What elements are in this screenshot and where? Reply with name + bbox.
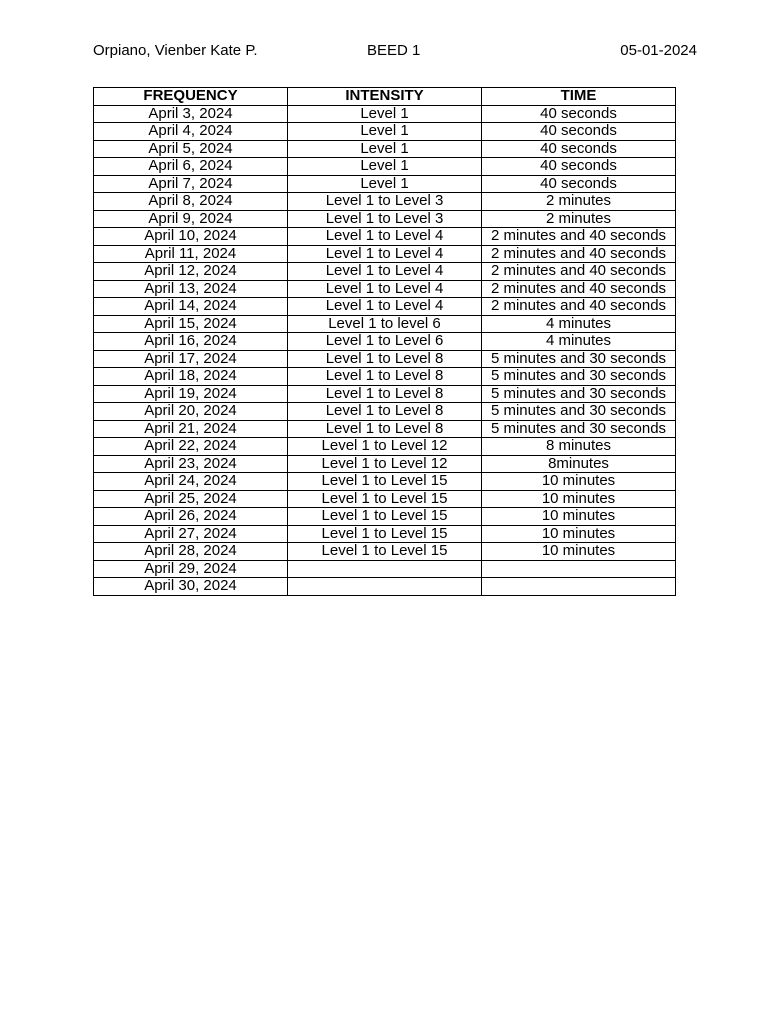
table-row bbox=[94, 263, 676, 281]
cell-intensity: Level 1 to Level 4 bbox=[288, 280, 482, 298]
exercise-log-table bbox=[93, 87, 676, 596]
cell-frequency: April 8, 2024 bbox=[94, 193, 288, 211]
cell-frequency: April 12, 2024 bbox=[94, 263, 288, 281]
cell-intensity bbox=[288, 560, 482, 578]
cell-intensity: Level 1 to Level 12 bbox=[288, 438, 482, 456]
cell-intensity: Level 1 to Level 8 bbox=[288, 420, 482, 438]
table-row bbox=[94, 420, 676, 438]
cell-intensity: Level 1 to Level 15 bbox=[288, 525, 482, 543]
table-row bbox=[94, 403, 676, 421]
column-header-time: TIME bbox=[482, 88, 676, 106]
cell-frequency: April 18, 2024 bbox=[94, 368, 288, 386]
cell-frequency: April 15, 2024 bbox=[94, 315, 288, 333]
table-row bbox=[94, 245, 676, 263]
cell-time bbox=[482, 560, 676, 578]
table-row bbox=[94, 368, 676, 386]
cell-time: 5 minutes and 30 seconds bbox=[482, 385, 676, 403]
table-row bbox=[94, 490, 676, 508]
cell-frequency: April 28, 2024 bbox=[94, 543, 288, 561]
cell-frequency: April 10, 2024 bbox=[94, 228, 288, 246]
cell-time bbox=[482, 578, 676, 596]
table-row bbox=[94, 473, 676, 491]
cell-intensity: Level 1 to Level 8 bbox=[288, 368, 482, 386]
table-row bbox=[94, 350, 676, 368]
cell-intensity: Level 1 to Level 4 bbox=[288, 228, 482, 246]
cell-intensity: Level 1 bbox=[288, 105, 482, 123]
cell-frequency: April 4, 2024 bbox=[94, 123, 288, 141]
cell-frequency: April 29, 2024 bbox=[94, 560, 288, 578]
cell-intensity: Level 1 bbox=[288, 123, 482, 141]
cell-intensity: Level 1 to Level 15 bbox=[288, 490, 482, 508]
cell-time: 2 minutes and 40 seconds bbox=[482, 245, 676, 263]
cell-frequency: April 27, 2024 bbox=[94, 525, 288, 543]
cell-frequency: April 21, 2024 bbox=[94, 420, 288, 438]
table-row bbox=[94, 175, 676, 193]
cell-intensity: Level 1 to Level 15 bbox=[288, 508, 482, 526]
cell-time: 2 minutes bbox=[482, 193, 676, 211]
cell-intensity: Level 1 to Level 3 bbox=[288, 210, 482, 228]
cell-intensity: Level 1 to Level 8 bbox=[288, 350, 482, 368]
cell-time: 10 minutes bbox=[482, 543, 676, 561]
cell-intensity: Level 1 to Level 3 bbox=[288, 193, 482, 211]
cell-intensity: Level 1 to Level 8 bbox=[288, 385, 482, 403]
column-header-intensity: INTENSITY bbox=[288, 88, 482, 106]
cell-frequency: April 17, 2024 bbox=[94, 350, 288, 368]
cell-time: 2 minutes and 40 seconds bbox=[482, 263, 676, 281]
cell-time: 5 minutes and 30 seconds bbox=[482, 350, 676, 368]
cell-intensity: Level 1 to Level 15 bbox=[288, 543, 482, 561]
document-date: 05-01-2024 bbox=[620, 42, 697, 59]
cell-time: 40 seconds bbox=[482, 123, 676, 141]
course-label: BEED 1 bbox=[367, 42, 421, 59]
cell-time: 2 minutes and 40 seconds bbox=[482, 228, 676, 246]
cell-time: 5 minutes and 30 seconds bbox=[482, 420, 676, 438]
table-row bbox=[94, 508, 676, 526]
table-row bbox=[94, 105, 676, 123]
table-row bbox=[94, 333, 676, 351]
cell-frequency: April 14, 2024 bbox=[94, 298, 288, 316]
column-header-frequency: FREQUENCY bbox=[94, 88, 288, 106]
table-row bbox=[94, 578, 676, 596]
table-row bbox=[94, 210, 676, 228]
cell-time: 40 seconds bbox=[482, 158, 676, 176]
cell-time: 4 minutes bbox=[482, 333, 676, 351]
cell-time: 5 minutes and 30 seconds bbox=[482, 403, 676, 421]
cell-time: 10 minutes bbox=[482, 508, 676, 526]
table-row bbox=[94, 560, 676, 578]
cell-frequency: April 7, 2024 bbox=[94, 175, 288, 193]
table-row bbox=[94, 315, 676, 333]
cell-frequency: April 25, 2024 bbox=[94, 490, 288, 508]
cell-time: 5 minutes and 30 seconds bbox=[482, 368, 676, 386]
table-row bbox=[94, 158, 676, 176]
table-row bbox=[94, 438, 676, 456]
cell-intensity: Level 1 to level 6 bbox=[288, 315, 482, 333]
cell-time: 8 minutes bbox=[482, 438, 676, 456]
cell-time: 4 minutes bbox=[482, 315, 676, 333]
cell-time: 2 minutes bbox=[482, 210, 676, 228]
cell-intensity: Level 1 to Level 4 bbox=[288, 245, 482, 263]
table-row bbox=[94, 193, 676, 211]
cell-frequency: April 9, 2024 bbox=[94, 210, 288, 228]
cell-time: 40 seconds bbox=[482, 175, 676, 193]
cell-intensity bbox=[288, 578, 482, 596]
cell-frequency: April 6, 2024 bbox=[94, 158, 288, 176]
cell-intensity: Level 1 to Level 15 bbox=[288, 473, 482, 491]
cell-time: 8minutes bbox=[482, 455, 676, 473]
student-name: Orpiano, Vienber Kate P. bbox=[93, 42, 258, 59]
cell-frequency: April 26, 2024 bbox=[94, 508, 288, 526]
cell-time: 10 minutes bbox=[482, 525, 676, 543]
cell-intensity: Level 1 bbox=[288, 175, 482, 193]
table-row bbox=[94, 140, 676, 158]
cell-frequency: April 30, 2024 bbox=[94, 578, 288, 596]
table-row bbox=[94, 543, 676, 561]
cell-intensity: Level 1 to Level 12 bbox=[288, 455, 482, 473]
document-header bbox=[93, 42, 697, 62]
table-row bbox=[94, 385, 676, 403]
cell-frequency: April 16, 2024 bbox=[94, 333, 288, 351]
table-row bbox=[94, 455, 676, 473]
cell-time: 2 minutes and 40 seconds bbox=[482, 280, 676, 298]
cell-intensity: Level 1 bbox=[288, 158, 482, 176]
table-row bbox=[94, 280, 676, 298]
cell-time: 40 seconds bbox=[482, 105, 676, 123]
cell-frequency: April 20, 2024 bbox=[94, 403, 288, 421]
table-row bbox=[94, 123, 676, 141]
cell-intensity: Level 1 to Level 6 bbox=[288, 333, 482, 351]
cell-intensity: Level 1 to Level 4 bbox=[288, 263, 482, 281]
cell-time: 40 seconds bbox=[482, 140, 676, 158]
cell-frequency: April 5, 2024 bbox=[94, 140, 288, 158]
cell-frequency: April 22, 2024 bbox=[94, 438, 288, 456]
cell-frequency: April 11, 2024 bbox=[94, 245, 288, 263]
table-row bbox=[94, 525, 676, 543]
cell-intensity: Level 1 bbox=[288, 140, 482, 158]
cell-time: 10 minutes bbox=[482, 490, 676, 508]
cell-time: 10 minutes bbox=[482, 473, 676, 491]
table-header-row bbox=[94, 88, 676, 106]
cell-time: 2 minutes and 40 seconds bbox=[482, 298, 676, 316]
cell-intensity: Level 1 to Level 8 bbox=[288, 403, 482, 421]
cell-frequency: April 13, 2024 bbox=[94, 280, 288, 298]
table-row bbox=[94, 298, 676, 316]
cell-frequency: April 3, 2024 bbox=[94, 105, 288, 123]
cell-frequency: April 23, 2024 bbox=[94, 455, 288, 473]
table-body bbox=[94, 105, 676, 595]
cell-intensity: Level 1 to Level 4 bbox=[288, 298, 482, 316]
table-row bbox=[94, 228, 676, 246]
cell-frequency: April 19, 2024 bbox=[94, 385, 288, 403]
cell-frequency: April 24, 2024 bbox=[94, 473, 288, 491]
